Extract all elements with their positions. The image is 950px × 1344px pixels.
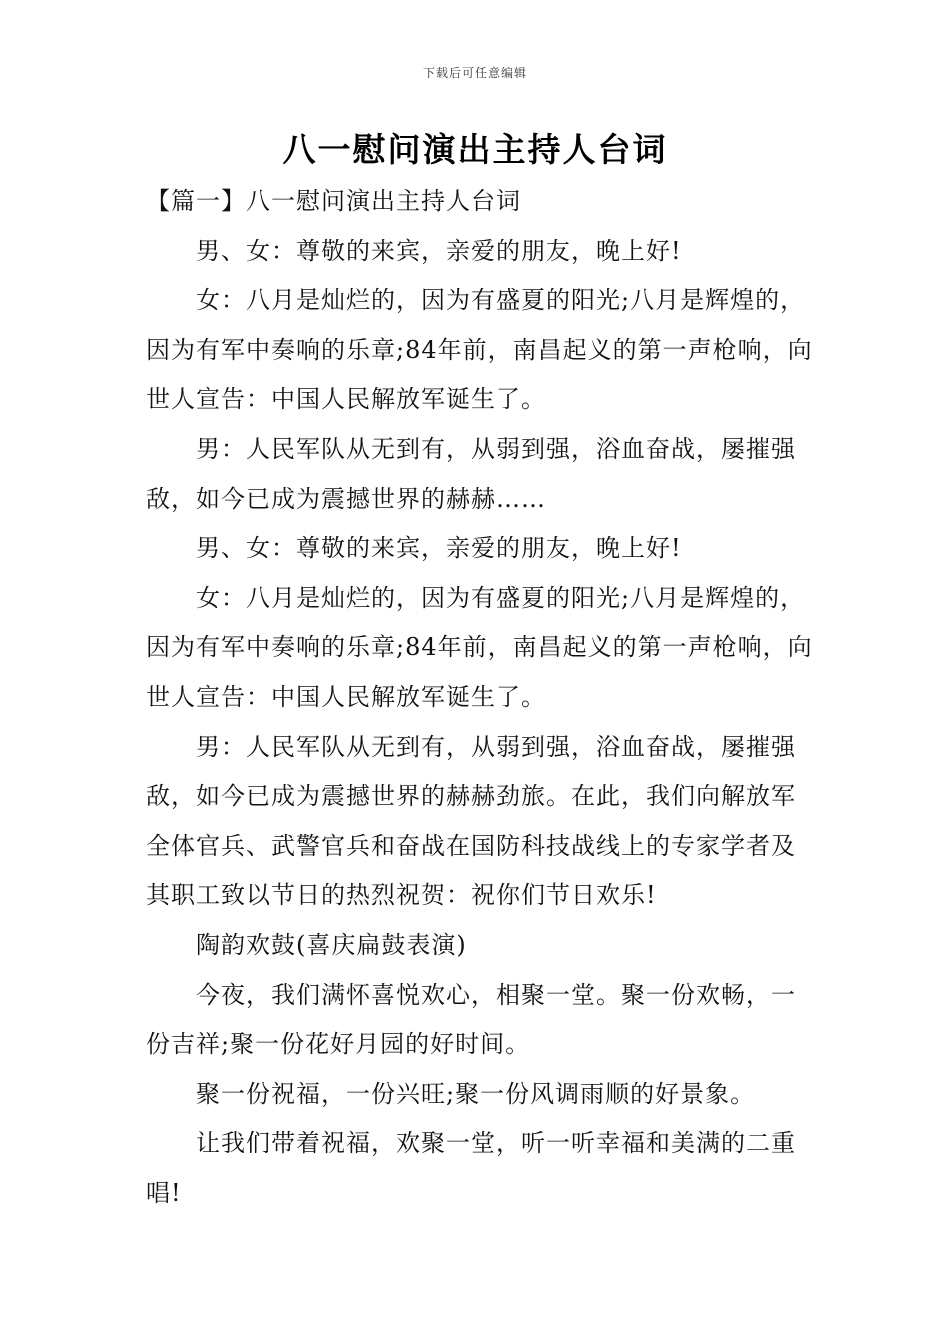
paragraph-10: 让我们带着祝福，欢聚一堂，听一听幸福和美满的二重唱!	[146, 1129, 796, 1207]
paragraph-3: 男：人民军队从无到有，从弱到强，浴血奋战，屡摧强敌，如今已成为震撼世界的赫赫……	[146, 434, 796, 513]
section-heading: 【篇一】八一慰问演出主持人台词	[146, 187, 521, 215]
document-body	[146, 177, 816, 1218]
paragraph-8: 今夜，我们满怀喜悦欢心，相聚一堂。聚一份欢畅，一份吉祥;聚一份花好月园的好时间。	[146, 980, 796, 1059]
document-title: 八一慰问演出主持人台词	[282, 130, 668, 169]
page-header-note: 下载后可任意编辑	[422, 66, 527, 80]
paragraph-4: 男、女：尊敬的来宾，亲爱的朋友，晚上好!	[196, 534, 682, 563]
paragraph-5: 女：八月是灿烂的，因为有盛夏的阳光;八月是辉煌的，因为有军中奏响的乐章;84年前，南昌起义的第一声枪响，向世人宣告：中国人民解放军诞生了。	[146, 583, 813, 711]
paragraph-1: 男、女：尊敬的来宾，亲爱的朋友，晚上好!	[196, 236, 682, 265]
paragraph-2: 女：八月是灿烂的，因为有盛夏的阳光;八月是辉煌的，因为有军中奏响的乐章;84年前，南昌起义的第一声枪响，向世人宣告：中国人民解放军诞生了。	[146, 286, 813, 414]
paragraph-9: 聚一份祝福，一份兴旺;聚一份风调雨顺的好景象。	[196, 1079, 756, 1108]
paragraph-7: 陶韵欢鼓(喜庆扁鼓表演)	[196, 930, 467, 959]
paragraph-6: 男：人民军队从无到有，从弱到强，浴血奋战，屡摧强敌，如今已成为震撼世界的赫赫劲旅。在此，我们向解放军全体官兵、武警官兵和奋战在国防科技战线上的专家学者及其职工致以节日的热烈祝贺：祝你们节日欢乐!	[146, 732, 796, 910]
